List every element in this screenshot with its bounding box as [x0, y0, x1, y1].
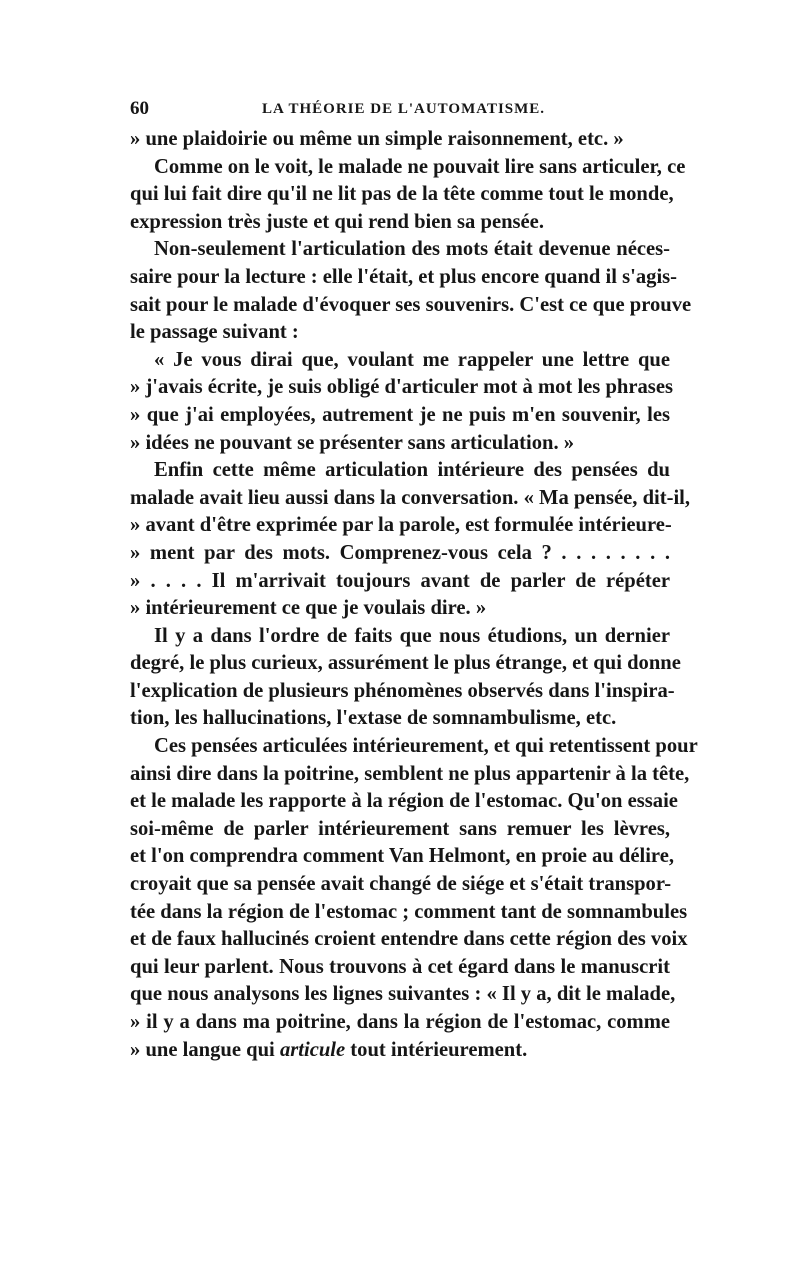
text-line: » ment par des mots. Comprenez-vous cela ? . . . . . . . . — [130, 541, 670, 564]
text-line: sait pour le malade d'évoquer ses souvenirs. C'est ce que prouve — [130, 293, 692, 316]
text-line: Comme on le voit, le malade ne pouvait lire sans articuler, ce — [154, 155, 686, 178]
text-line: saire pour la lecture : elle l'était, et plus encore quand il s'agis- — [130, 265, 678, 288]
body-text — [130, 126, 698, 1037]
running-title: LA THÉORIE DE L'AUTOMATISME. — [262, 101, 546, 117]
text-line: qui lui fait dire qu'il ne lit pas de la tête comme tout le monde, — [130, 183, 674, 206]
text-line: le passage suivant : — [130, 321, 299, 344]
text-line: et l'on comprendra comment Van Helmont, en proie au délire, — [130, 845, 674, 868]
text-line: degré, le plus curieux, assurément le plus étrange, et qui donne — [130, 652, 681, 675]
text-line: Il y a dans l'ordre de faits que nous étudions, un dernier — [154, 624, 670, 647]
page-number: 60 — [130, 98, 149, 119]
text-line: » une plaidoirie ou même un simple raisonnement, etc. » — [130, 128, 624, 150]
text-line: expression très juste et qui rend bien sa pensée. — [130, 210, 544, 233]
text-line: Ces pensées articulées intérieurement, et qui retentissent pour — [154, 735, 698, 758]
text-line: Non-seulement l'articulation des mots était devenue néces- — [154, 238, 670, 261]
text-line: et le malade les rapporte à la région de l'estomac. Qu'on essaie — [130, 790, 678, 813]
text-line: » intérieurement ce que je voulais dire. » — [130, 597, 487, 620]
text-line: tion, les hallucinations, l'extase de somnambulisme, etc. — [130, 707, 617, 730]
text-line-final — [130, 1037, 670, 1065]
text-line: soi-même de parler intérieurement sans remuer les lèvres, — [130, 817, 670, 840]
text-line: » que j'ai employées, autrement je ne puis m'en souvenir, les — [130, 403, 670, 426]
text-line: que nous analysons les lignes suivantes : « Il y a, dit le malade, — [130, 983, 676, 1006]
book-page — [130, 96, 698, 1064]
running-head — [130, 96, 670, 126]
emphasized-word: articule — [279, 1038, 346, 1061]
text-line: croyait que sa pensée avait changé de siége et s'était transpor- — [130, 873, 672, 896]
final-line-start: » une langue qui — [130, 1038, 280, 1061]
text-line: l'explication de plusieurs phénomènes observés dans l'inspira- — [130, 679, 675, 702]
text-line: ainsi dire dans la poitrine, semblent ne plus appartenir à la tête, — [130, 762, 690, 785]
text-line: » il y a dans ma poitrine, dans la région de l'estomac, comme — [130, 1011, 670, 1033]
text-line: tée dans la région de l'estomac ; comment tant de somnambules — [130, 900, 688, 923]
text-line: « Je vous dirai que, voulant me rappeler une lettre que — [154, 348, 670, 371]
text-line: » . . . . Il m'arrivait toujours avant de parler de répéter — [130, 569, 670, 592]
text-line: qui leur parlent. Nous trouvons à cet égard dans le manuscrit — [130, 955, 670, 978]
text-line: » avant d'être exprimée par la parole, est formulée intérieure- — [130, 514, 672, 537]
text-line: » j'avais écrite, je suis obligé d'articuler mot à mot les phrases — [130, 376, 673, 399]
final-line-end: tout intérieurement. — [345, 1038, 528, 1061]
text-line: et de faux hallucinés croient entendre dans cette région des voix — [130, 928, 688, 951]
text-line: Enfin cette même articulation intérieure des pensées du — [154, 459, 670, 482]
text-line: » idées ne pouvant se présenter sans articulation. » — [130, 431, 575, 454]
text-line: malade avait lieu aussi dans la conversation. « Ma pensée, dit-il, — [130, 486, 691, 509]
